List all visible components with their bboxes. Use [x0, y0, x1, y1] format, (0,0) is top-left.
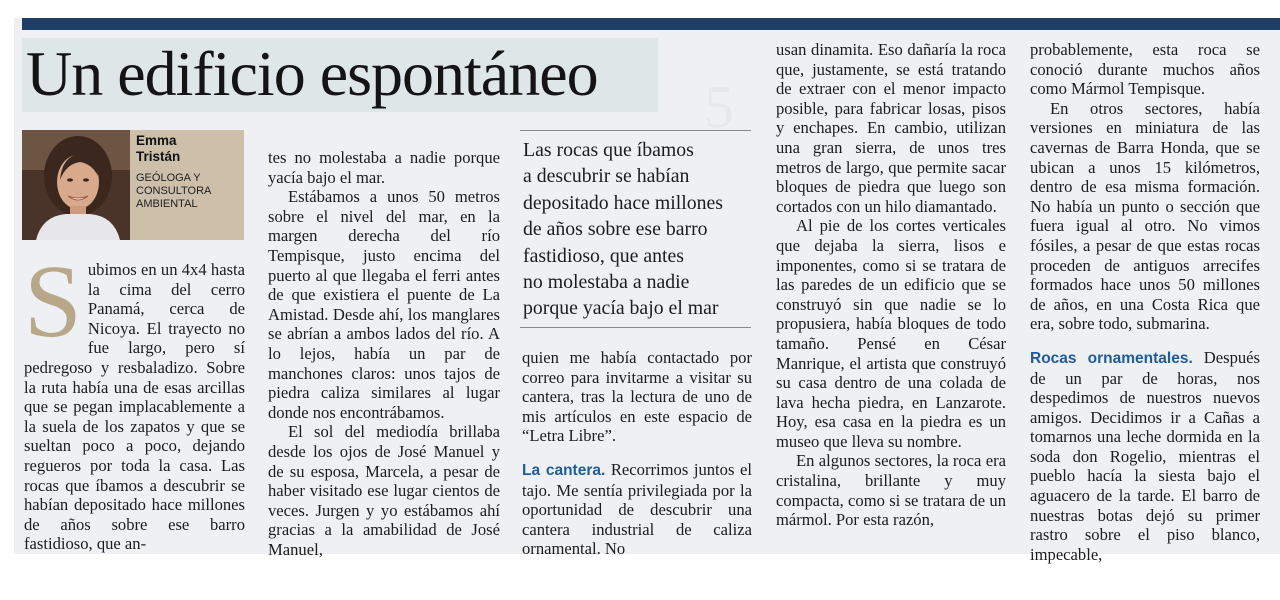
- article-column-5: [1030, 40, 1260, 564]
- pull-quote-line: de años sobre ese barro: [523, 218, 708, 241]
- article-column-2: [268, 148, 500, 559]
- pull-quote-text: [520, 131, 751, 322]
- author-first-name: Emma: [136, 133, 177, 148]
- article-paragraph: quien me había contactado por correo para invitarme a visitar su cantera, tras la lectura de uno de mis artículos en este espacio de “Letra Libre”.: [522, 348, 752, 446]
- pull-quote-line: no molestaba a nadie: [523, 271, 690, 294]
- headline: Un edificio espontáneo: [26, 38, 598, 109]
- author-role: [136, 172, 211, 211]
- author-box: [22, 130, 244, 240]
- paragraph-text: Después de un par de horas, nos despedimos de nuestros nuevos amigos. Decidimos ir a Cañas a tomarnos una leche dormida en la soda don Rogelio, mientras el pueblo hacía la siesta bajo el aguacero de la tarde. El barro de nuestras botas dejó su primer rastro sobre el piso blanco, impecable,: [1030, 347, 1260, 564]
- author-last-name: Tristán: [136, 149, 181, 164]
- section-subheading: La cantera.: [522, 461, 606, 479]
- article-column-1: [24, 244, 245, 554]
- article-paragraph: [1030, 348, 1260, 565]
- article-paragraph: tes no molestaba a nadie porque yacía bajo el mar.: [268, 148, 500, 187]
- pull-quote-line: fastidioso, que antes: [523, 244, 684, 267]
- article-paragraph: probablemente, esta roca se conoció durante muchos años como Mármol Tempisque.: [1030, 40, 1260, 99]
- author-photo: [22, 130, 130, 240]
- author-role-line: GEÓLOGA Y: [136, 172, 201, 184]
- article-paragraph: ubimos en un 4x4 hasta la cima del cerro Panamá, cerca de Nicoya. El trayecto no fue largo, pero sí pedregoso y resbaladizo. Sobre la ruta había una de esas arcillas que se pegan implacablemente a la suela de los zapatos y que se sueltan poco a poco, dejando regueros por toda la casa. Las rocas que íbamos a descubrir se habían depositado hace millones de años sobre ese barro fastidioso, que an-: [24, 260, 245, 554]
- top-color-bar: [22, 18, 1280, 30]
- pull-quote: [520, 130, 751, 328]
- pull-quote-line: Las rocas que íbamos: [523, 139, 694, 161]
- paragraph-text: Recorrimos juntos el tajo. Me sentía privilegiada por la oportunidad de descubrir una cantera industrial de caliza ornamental. No: [522, 459, 752, 559]
- pull-quote-line: porque yacía bajo el mar: [523, 297, 719, 320]
- article-paragraph: [522, 460, 752, 559]
- section-subheading: Rocas ornamentales.: [1030, 349, 1193, 367]
- article-paragraph: Estábamos a unos 50 metros sobre el nivel del mar, en la margen derecha del río Tempisque, justo encima del puerto al que llegaba el ferri antes de que existiera el puente de La Amistad. Desde ahí, los manglares se abrían a ambos lados del río. A lo lejos, había un par de manchones claros: unos tajos de piedra caliza similares al lugar donde nos encontrábamos.: [268, 187, 500, 422]
- author-role-line: CONSULTORA: [136, 185, 212, 197]
- author-portrait-illustration: [22, 130, 130, 240]
- author-role-line: AMBIENTAL: [136, 198, 198, 210]
- article-paragraph: Al pie de los cortes verticales que dejaba la sierra, lisos e imponentes, como si se tratara de las paredes de un edificio que se construyó sin que nadie se lo propusiera, había bloques de todo tamaño. Pensé en César Manrique, el artista que construyó su casa dentro de una colada de lava hecha piedra, en Lanzarote. Hoy, esa casa en la piedra es un museo que lleva su nombre.: [776, 216, 1006, 451]
- drop-cap: S: [24, 244, 82, 359]
- article-paragraph: usan dinamita. Eso dañaría la roca que, justamente, se está tratando de extraer con el menor impacto posible, para fabricar losas, pisos y enchapes. En cambio, utilizan una gran sierra, de unos tres metros de largo, que permite sacar bloques de piedra que luego son cortados con un hilo diamantado.: [776, 40, 1006, 216]
- author-name: [136, 133, 180, 165]
- article-column-3: [522, 348, 752, 559]
- article-paragraph: En algunos sectores, la roca era cristalina, brillante y muy compacta, como si se tratara de un mármol. Por esta razón,: [776, 451, 1006, 530]
- background-watermark: 5: [704, 74, 734, 140]
- article-paragraph: En otros sectores, había versiones en miniatura de las cavernas de Barra Honda, que se ubican a unos 15 kilómetros, dentro de esa misma formación. No había un punto o sección que fuera igual al otro. No vimos fósiles, a pesar de que estas rocas proceden de antiguos arrecifes formados hace unos 50 millones de años, en una Costa Rica que era, sobre todo, submarina.: [1030, 98, 1260, 334]
- newspaper-page: [14, 18, 1280, 564]
- pull-quote-line: depositado hace millones: [523, 191, 723, 214]
- article-column-4: [776, 40, 1006, 552]
- article-paragraph: El sol del mediodía brillaba desde los ojos de José Manuel y de su esposa, Marcela, a pesar de haber visitado ese lugar cientos de veces. Jurgen y yo estábamos ahí gracias a la amabilidad de José Manuel,: [268, 422, 500, 559]
- pull-quote-line: a descubrir se habían: [523, 165, 690, 188]
